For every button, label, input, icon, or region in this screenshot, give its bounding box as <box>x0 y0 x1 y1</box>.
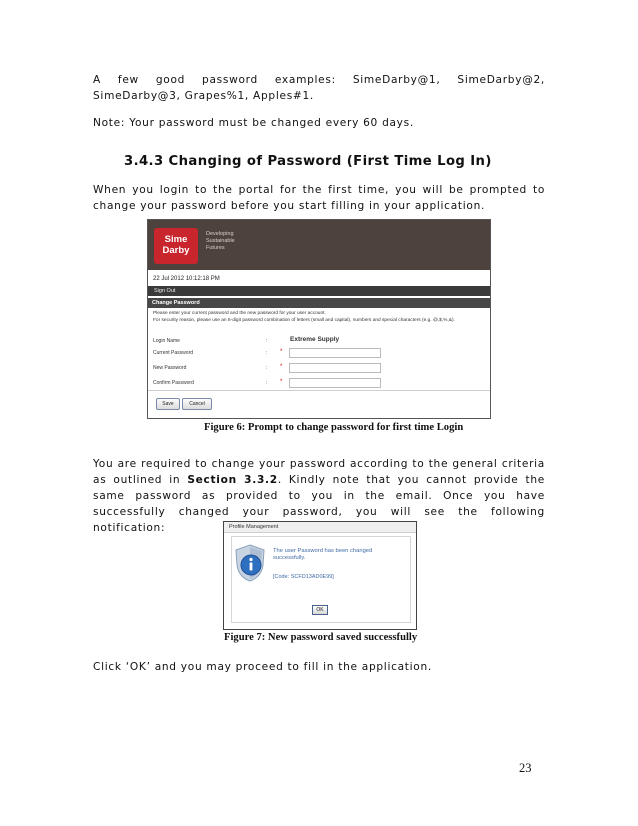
sime-darby-logo: Sime Darby <box>154 228 198 264</box>
colon: : <box>266 380 268 386</box>
save-button[interactable]: Save <box>156 398 180 410</box>
cancel-button[interactable]: Cancel <box>182 398 212 410</box>
password-instructions: Please enter your current password and the new password for your user account. For security reason, please use an 8-digit password combination of letters (small and capital), numbers and special characters (e.g. @,$,%,&). <box>153 311 455 323</box>
confirm-password-label: Confirm Password <box>153 380 194 386</box>
login-name-value: Extreme Supply <box>290 336 340 343</box>
section-reference: Section 3.3.2 <box>187 474 278 486</box>
login-intro-paragraph: When you login to the portal for the first time, you will be prompted to change your password before you start filling in your application. <box>93 184 545 212</box>
password-note-paragraph: Note: Your password must be changed every 60 days. <box>93 117 414 129</box>
ok-button[interactable]: OK <box>312 605 328 615</box>
password-examples-paragraph: A few good password examples: SimeDarby@1, SimeDarby@2, SimeDarby@3, Grapes%1, Apples#1. <box>93 74 545 102</box>
required-mark: * <box>280 364 283 370</box>
new-password-input[interactable] <box>289 363 381 373</box>
figure7-caption: Figure 7: New password saved successfully <box>224 632 418 643</box>
sign-out-link[interactable]: Sign Out <box>148 286 490 296</box>
figure6-caption: Figure 6: Prompt to change password for first time Login <box>204 422 464 433</box>
confirm-password-input[interactable] <box>289 378 381 388</box>
current-password-row <box>153 348 483 358</box>
click-ok-paragraph: Click ‘OK’ and you may proceed to fill in the application. <box>93 661 432 673</box>
colon: : <box>266 350 268 356</box>
required-mark: * <box>280 379 283 385</box>
current-password-label: Current Password <box>153 350 194 356</box>
colon: : <box>266 338 268 344</box>
portal-header <box>148 220 490 270</box>
login-name-label: Login Name <box>153 338 180 344</box>
info-shield-icon <box>233 543 267 583</box>
new-password-label: New Password <box>153 365 187 371</box>
page-number: 23 <box>519 761 532 775</box>
change-password-title: Change Password <box>148 298 490 308</box>
required-paragraph: You are required to change your password according to the general criteria as outlined in Section 3.3.2. Kindly note that you cannot provide the same password as provided to you in the email. Once you have successfully changed your password, you will see the following notification: <box>93 458 546 534</box>
confirm-password-row <box>153 378 483 388</box>
profile-management-dialog <box>223 521 417 630</box>
divider <box>148 390 490 391</box>
logo-tagline: Developing Sustainable Futures <box>206 231 235 251</box>
change-password-screenshot <box>147 219 491 419</box>
message-code: [Code: SCFD13AD0E99] <box>273 574 334 580</box>
section-heading: 3.4.3 Changing of Password (First Time Log In) <box>124 154 492 169</box>
datetime-display: 22 Jul 2012 10:12:18 PM <box>153 276 220 282</box>
login-name-row <box>153 336 483 346</box>
colon: : <box>266 365 268 371</box>
new-password-row <box>153 363 483 373</box>
success-message: The user Password has been changed successfully. <box>273 548 373 561</box>
current-password-input[interactable] <box>289 348 381 358</box>
required-mark: * <box>280 349 283 355</box>
dialog-title: Profile Management <box>224 522 416 533</box>
